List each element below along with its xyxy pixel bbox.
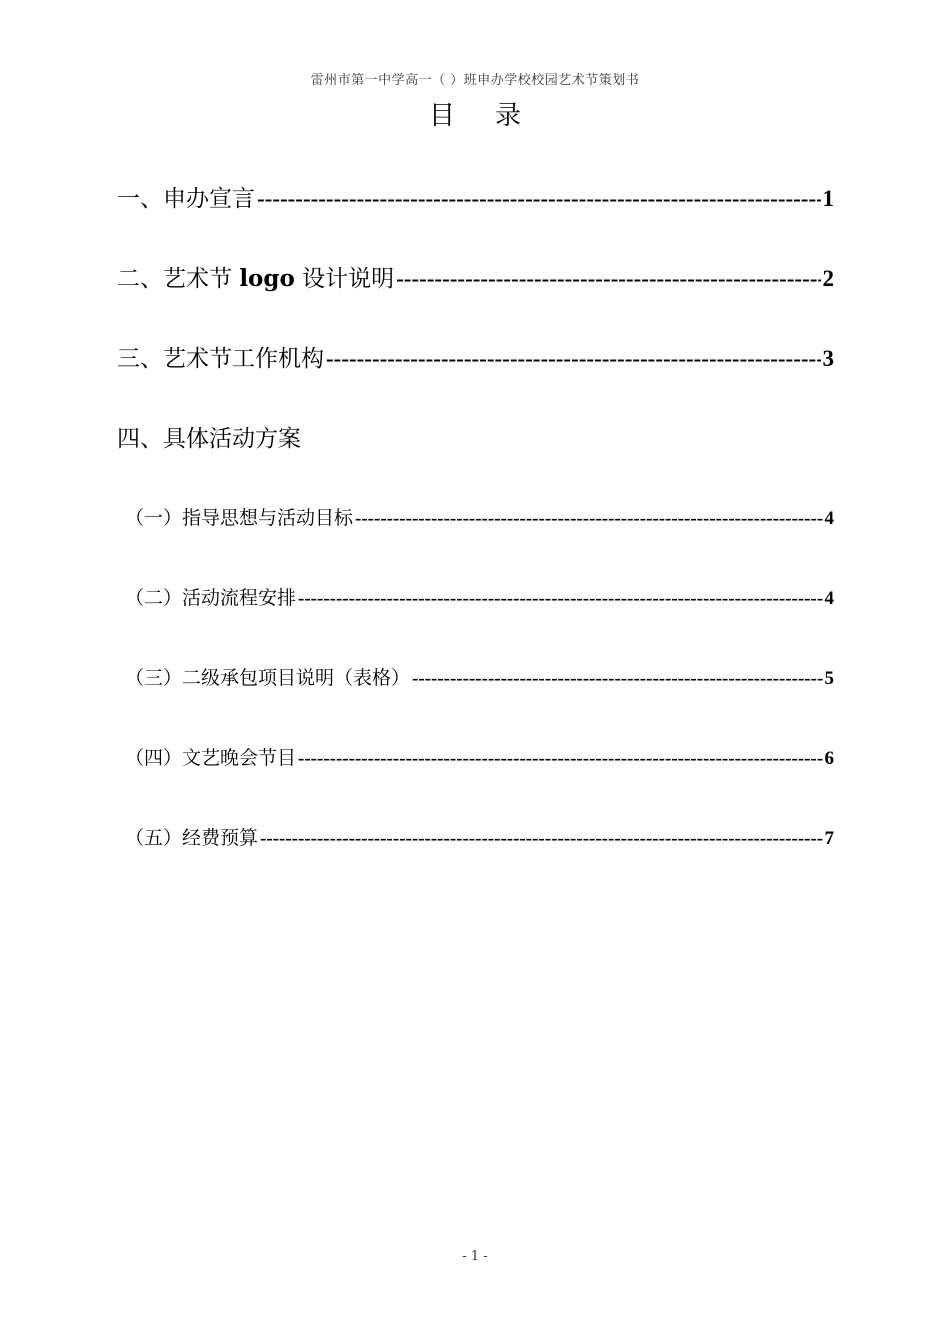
toc-entry-label: 三、艺术节工作机构: [117, 346, 324, 372]
dot-leader: [257, 186, 821, 212]
dot-leader: [355, 508, 822, 530]
page-number: - 1 -: [462, 1249, 488, 1264]
dot-leader: [326, 346, 821, 372]
dot-leader: [298, 748, 822, 770]
dot-leader: [260, 828, 822, 850]
toc-page-number: 4: [824, 588, 834, 609]
toc-entry-label: [117, 260, 394, 293]
toc-page-number: 7: [824, 828, 834, 849]
toc-label-suffix: 设计说明: [294, 266, 395, 292]
toc-entry-label: （三）二级承包项目说明（表格）: [125, 667, 411, 689]
running-header: 雷州市第一中学高一（ ）班申办学校校园艺术节策划书: [310, 73, 640, 88]
toc-entry-activity-plan[interactable]: [117, 420, 834, 453]
toc-entry-label: （四）文艺晚会节目: [125, 747, 297, 769]
toc-page-number: 3: [822, 346, 834, 371]
page-title: 目录: [428, 101, 561, 131]
toc-entry-logo-description[interactable]: [117, 260, 834, 293]
toc-page-number: 1: [822, 186, 834, 211]
toc-entry-declaration[interactable]: [117, 180, 834, 213]
dot-leader: [396, 266, 820, 292]
toc-entry-organization[interactable]: [117, 340, 834, 373]
toc-entry-budget[interactable]: [117, 823, 834, 850]
toc-page-number: 5: [824, 668, 834, 689]
toc-entry-label: 一、申办宣言: [117, 186, 255, 212]
toc-entry-guiding-ideology[interactable]: [117, 503, 834, 530]
toc-entry-label: 四、具体活动方案: [117, 426, 301, 452]
toc-entry-activity-flow[interactable]: [117, 583, 834, 610]
toc-entry-label: （二）活动流程安排: [125, 587, 297, 609]
toc-page-number: 2: [822, 266, 834, 291]
dot-leader: [412, 668, 822, 690]
toc-entry-label: （一）指导思想与活动目标: [125, 507, 354, 529]
toc-entry-subcontract-items[interactable]: [117, 663, 834, 690]
dot-leader: [298, 588, 822, 610]
toc-entry-label: （五）经费预算: [125, 827, 259, 849]
toc-entry-gala-program[interactable]: [117, 743, 834, 770]
toc-label-prefix: 二、艺术节: [117, 266, 240, 292]
toc-page-number: 6: [824, 748, 834, 769]
toc-label-logo: logo: [239, 265, 295, 292]
toc-page-number: 4: [824, 508, 834, 529]
